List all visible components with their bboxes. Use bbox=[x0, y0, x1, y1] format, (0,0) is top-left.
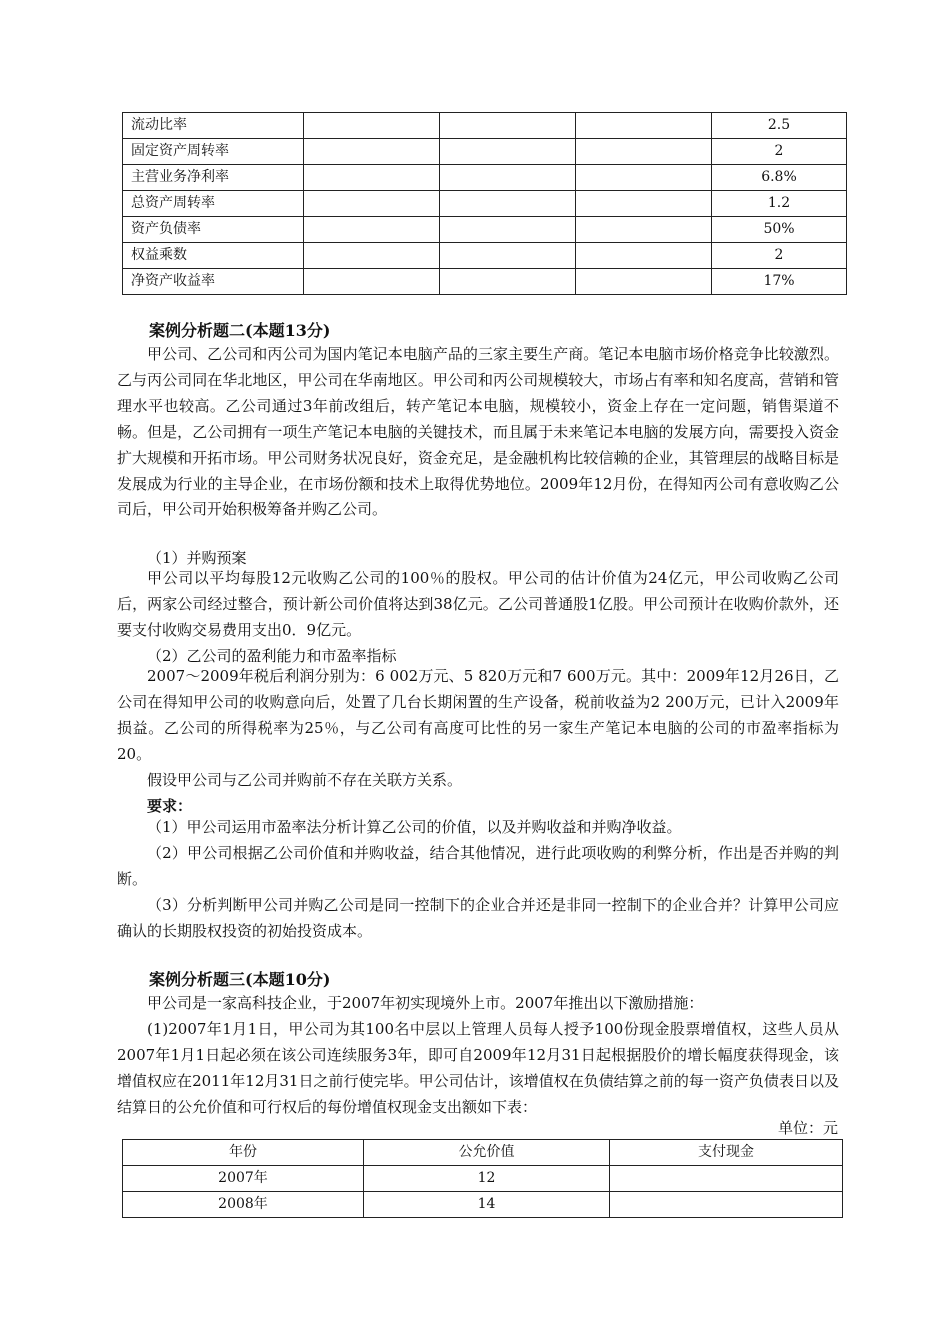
case2-requirements-title: 要求： bbox=[147, 797, 193, 815]
ratio-value: 2 bbox=[712, 139, 847, 165]
table-row bbox=[123, 1166, 843, 1192]
ratio-name: 净资产收益率 bbox=[123, 269, 304, 295]
year-cell: 2008年 bbox=[123, 1192, 364, 1218]
ratio-value: 50% bbox=[712, 217, 847, 243]
case2-title: 案例分析题二(本题13分) bbox=[149, 321, 331, 340]
ratio-name: 固定资产周转率 bbox=[123, 139, 304, 165]
table-row bbox=[123, 139, 847, 165]
table-header-row bbox=[123, 1140, 843, 1166]
case2-sub2-title: （2）乙公司的盈利能力和市盈率指标 bbox=[147, 647, 397, 665]
case2-assumption: 假设甲公司与乙公司并购前不存在关联方关系。 bbox=[147, 771, 463, 789]
fair-value-cell: 14 bbox=[364, 1192, 610, 1218]
case2-requirement-2: （2）甲公司根据乙公司价值和并购收益，结合其他情况，进行此项收购的利弊分析，作出是否并购的判断。 bbox=[117, 844, 839, 888]
table-row bbox=[123, 217, 847, 243]
ratio-value: 2 bbox=[712, 243, 847, 269]
ratio-value: 1.2 bbox=[712, 191, 847, 217]
table-row bbox=[123, 243, 847, 269]
case3-item-1: (1)2007年1月1日，甲公司为其100名中层以上管理人员每人授予100份现金股票增值权，这些人员从2007年1月1日起必须在该公司连续服务3年，即可自2009年12月31日起根据股价的增长幅度获得现金，该增值权应在2011年12月31日之前行使完毕。甲公司估计，该增值权在负债结算之前的每一资产负债表日以及结算日的公允价值和可行权后的每份增值权现金支出额如下表： bbox=[117, 1020, 839, 1116]
case2-requirement-1: （1）甲公司运用市盈率法分析计算乙公司的价值，以及并购收益和并购净收益。 bbox=[147, 818, 682, 836]
case3-title: 案例分析题三(本题10分) bbox=[149, 970, 331, 989]
fair-value-cell: 12 bbox=[364, 1166, 610, 1192]
ratio-name: 权益乘数 bbox=[123, 243, 304, 269]
column-header-cash: 支付现金 bbox=[610, 1140, 843, 1166]
case2-sub1-title: （1）并购预案 bbox=[147, 549, 247, 567]
case2-intro: 甲公司、乙公司和丙公司为国内笔记本电脑产品的三家主要生产商。笔记本电脑市场价格竞争比较激烈。乙与丙公司同在华北地区，甲公司在华南地区。甲公司和丙公司规模较大，市场占有率和知名度高，营销和管理水平也较高。乙公司通过3年前改组后，转产笔记本电脑，规模较小，资金上存在一定问题，销售渠道不畅。但是，乙公司拥有一项生产笔记本电脑的关键技术，而且属于未来笔记本电脑的发展方向，需要投入资金扩大规模和开拓市场。甲公司财务状况良好，资金充足，是金融机构比较信赖的企业，其管理层的战略目标是发展成为行业的主导企业，在市场份额和技术上取得优势地位。2009年12月份，在得知丙公司有意收购乙公司后，甲公司开始积极筹备并购乙公司。 bbox=[117, 345, 839, 519]
table-row bbox=[123, 269, 847, 295]
ratio-table bbox=[122, 112, 847, 295]
column-header-fair-value: 公允价值 bbox=[364, 1140, 610, 1166]
cash-cell bbox=[610, 1192, 843, 1218]
ratio-name: 总资产周转率 bbox=[123, 191, 304, 217]
case3-intro: 甲公司是一家高科技企业，于2007年初实现境外上市。2007年推出以下激励措施： bbox=[147, 994, 704, 1012]
table-row bbox=[123, 191, 847, 217]
ratio-value: 6.8% bbox=[712, 165, 847, 191]
stock-appreciation-table bbox=[122, 1139, 843, 1218]
table-row bbox=[123, 165, 847, 191]
case2-requirement-3: （3）分析判断甲公司并购乙公司是同一控制下的企业合并还是非同一控制下的企业合并？计算甲公司应确认的长期股权投资的初始投资成本。 bbox=[117, 896, 839, 940]
ratio-value: 2.5 bbox=[712, 113, 847, 139]
ratio-value: 17% bbox=[712, 269, 847, 295]
ratio-name: 资产负债率 bbox=[123, 217, 304, 243]
ratio-name: 主营业务净利率 bbox=[123, 165, 304, 191]
ratio-name: 流动比率 bbox=[123, 113, 304, 139]
unit-label: 单位：元 bbox=[777, 1119, 838, 1137]
year-cell: 2007年 bbox=[123, 1166, 364, 1192]
column-header-year: 年份 bbox=[123, 1140, 364, 1166]
table-row bbox=[123, 113, 847, 139]
table-row bbox=[123, 1192, 843, 1218]
case2-sub1-text: 甲公司以平均每股12元收购乙公司的100％的股权。甲公司的估计价值为24亿元，甲公司收购乙公司后，两家公司经过整合，预计新公司价值将达到38亿元。乙公司普通股1亿股。甲公司预计在收购价款外，还要支付收购交易费用支出0．9亿元。 bbox=[117, 569, 839, 639]
cash-cell bbox=[610, 1166, 843, 1192]
case2-sub2-text: 2007～2009年税后利润分别为：6 002万元、5 820万元和7 600万元。其中：2009年12月26日，乙公司在得知甲公司的收购意向后，处置了几台长期闲置的生产设备，税前收益为2 200万元，已计入2009年损益。乙公司的所得税率为25％，与乙公司有高度可比性的另一家生产笔记本电脑的公司的市盈率指标为20。 bbox=[117, 667, 839, 763]
